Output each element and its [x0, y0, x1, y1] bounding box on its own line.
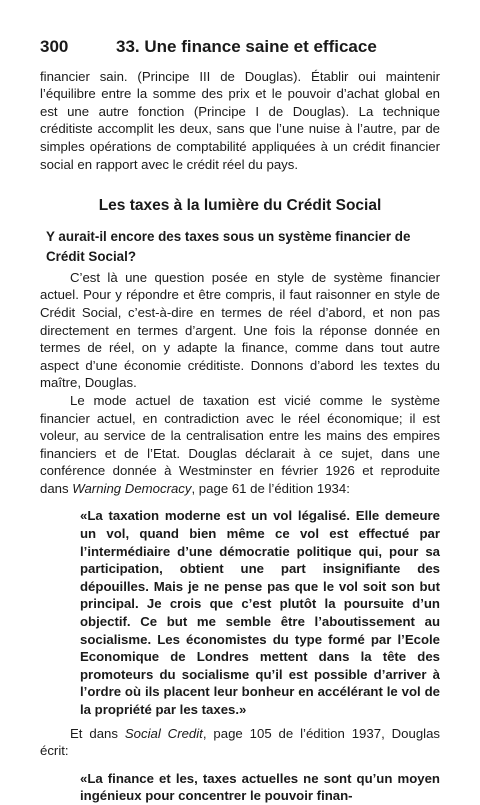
quote-douglas-1937: «La finance et les, taxes actuelles ne sont qu’un moyen ingénieux pour concentrer le pouvoir finan-: [80, 770, 440, 804]
paragraph-social-credit: [40, 725, 440, 760]
paragraph-social-credit-end: , page 105 de l’édition 1937, Douglas écrit:: [40, 725, 441, 759]
running-head: [40, 38, 440, 56]
paragraph-continued: financier sain. (Principe III de Douglas). Établir oui maintenir l’équilibre entre la somme des prix et le pouvoir d’achat global en est une autre fonction (Principe I de Douglas). La technique créditiste accomplit les deux, sans que l’une nuise à l’autre, par de simples opérations de comptabilité appliquées à un crédit financier social en rapport avec le crédit réel du pays.: [40, 68, 440, 172]
paragraph-taxation-end: , page 61 de l’édition 1934:: [191, 480, 350, 496]
paragraph-taxation: [40, 392, 440, 498]
paragraph-taxation-text: Le mode actuel de taxation est vicié comme le système financier actuel, en contradiction avec le réel économique; il est voleur, au service de la centralisation entre les mains des empires financiers et de l’Etat. Douglas déclarait à ce sujet, dans une conférence donnée à Westminster en février 1926 et reproduite dans: [40, 392, 440, 496]
paragraph-social-credit-text: Et dans: [70, 725, 125, 741]
page-number: 300: [40, 37, 69, 56]
book-title-warning-democracy: Warning Democracy: [72, 480, 192, 496]
section-title: Les taxes à la lumière du Crédit Social: [98, 197, 382, 215]
question-heading: Y aurait-il encore des taxes sous un système financier de Crédit Social?: [46, 228, 411, 264]
paragraph-answer: C’est là une question posée en style de système financier actuel. Pour y répondre et être compris, il faut raisonner en style de Crédit Social, c’est-à-dire en termes de réel d’abord, et non pas directement en termes d’argent. Une fois la réponse donnée en termes de réel, on y adapte la finance, comme dans tout autre aspect d’une économie créditiste. Donnons d’abord les textes du maître, Douglas.: [40, 269, 440, 391]
chapter-title: 33. Une finance saine et efficace: [116, 37, 377, 56]
quote-douglas-1926: «La taxation moderne est un vol légalisé. Elle demeure un vol, quand bien même ce vol est effectué par l’intermédiaire d’une démocratie politique qui, pour sa participation, obtient une part insignifiante des dépouilles. Mais je ne pense pas que le vol soit son but principal. Je crois que c’est plutôt la poursuite d’un objectif. Ce but me semble être l’aboutissement au socialisme. Les économistes du type formé par l’Ecole Economique de Londres mettent dans la tête des promoteurs du socialisme qu’il est possible d’arriver à l’ordre où ils placent leur bonheur en accélérant le vol de la propriété par les taxes.»: [80, 508, 440, 717]
book-title-social-credit: Social Credit: [124, 725, 203, 741]
